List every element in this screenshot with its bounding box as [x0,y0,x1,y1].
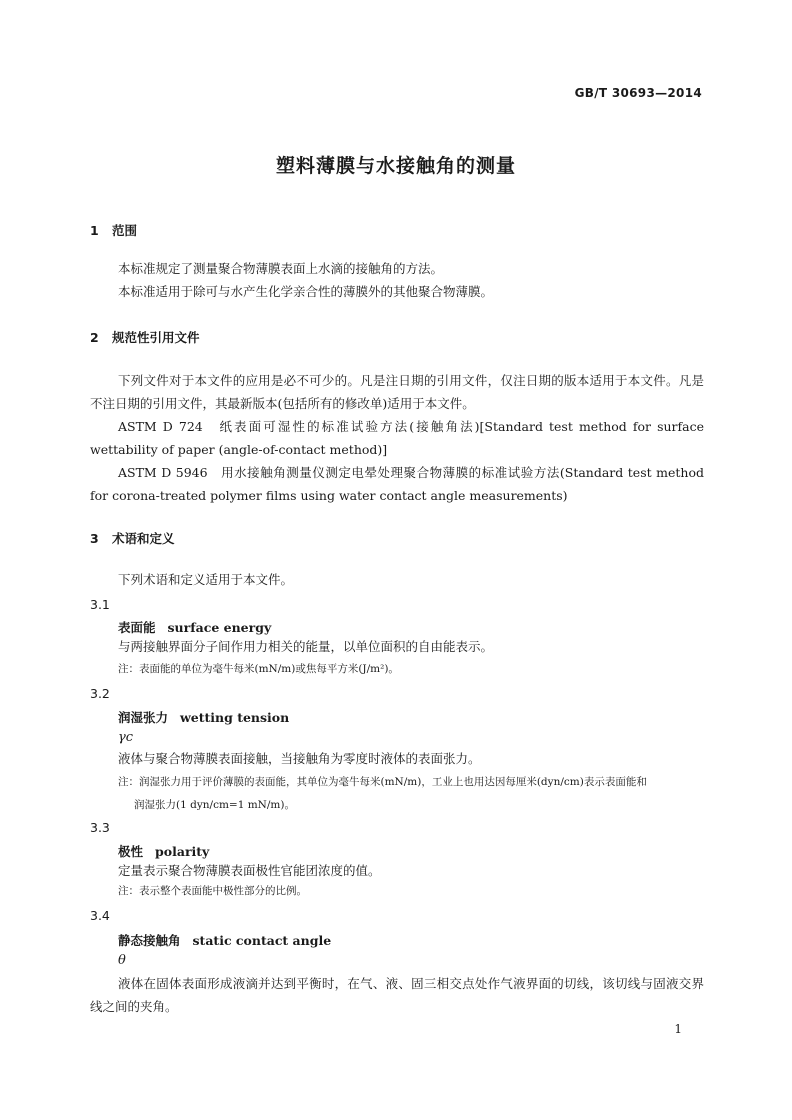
term-number: 3.4 [90,908,110,923]
term-definition: 液体与聚合物薄膜表面接触，当接触角为零度时液体的表面张力。 [118,751,481,766]
term-surface-energy [118,618,271,636]
paragraph: 本标准适用于除可与水产生化学亲合性的薄膜外的其他聚合物薄膜。 [118,284,494,299]
term-zh: 润湿张力 [118,710,169,725]
term-note: 注：表面能的单位为毫牛每米(mN/m)或焦每平方米(J/m²)。 [118,663,399,675]
term-en: static contact angle [192,933,332,948]
term-symbol: γc [118,730,134,745]
section-title: 规范性引用文件 [112,330,200,345]
section-1-heading [90,221,137,239]
paragraph: 下列术语和定义适用于本文件。 [118,572,294,587]
document-title: 塑料薄膜与水接触角的测量 [275,155,516,177]
term-definition: 定量表示聚合物薄膜表面极性官能团浓度的值。 [118,863,381,878]
term-zh: 静态接触角 [118,933,181,948]
term-symbol: θ [118,953,126,968]
term-note-continued: 润湿张力(1 dyn/cm=1 mN/m)。 [134,799,295,811]
reference-astm-d724: ASTM D 724 纸表面可湿性的标准试验方法(接触角法)[Standard test method for surface wettability of paper (angle-of-contact method)] [90,419,704,457]
section-number: 3 [90,531,99,546]
standard-code: GB/T 30693—2014 [574,86,702,100]
paragraph: 下列文件对于本文件的应用是必不可少的。凡是注日期的引用文件，仅注日期的版本适用于本文件。凡是不注日期的引用文件，其最新版本(包括所有的修改单)适用于本文件。 [90,373,704,411]
term-definition: 与两接触界面分子间作用力相关的能量，以单位面积的自由能表示。 [118,639,494,654]
section-number: 2 [90,330,99,345]
term-number: 3.2 [90,686,110,701]
section-title: 术语和定义 [112,531,175,546]
term-note: 注：表示整个表面能中极性部分的比例。 [118,885,307,897]
term-number: 3.1 [90,597,110,612]
term-en: wetting tension [180,710,290,725]
reference-astm-d5946: ASTM D 5946 用水接触角测量仪测定电晕处理聚合物薄膜的标准试验方法(Standard test method for corona-treated polymer films using water contact angle measurements) [90,465,704,503]
term-polarity [118,842,209,860]
page-number: 1 [674,1022,682,1036]
term-wetting-tension [118,708,289,726]
section-3-heading [90,529,175,547]
term-zh: 表面能 [118,620,156,635]
section-2-heading [90,328,200,346]
term-number: 3.3 [90,820,110,835]
term-en: polarity [155,844,210,859]
paragraph: 本标准规定了测量聚合物薄膜表面上水滴的接触角的方法。 [118,261,444,276]
term-note: 注：润湿张力用于评价薄膜的表面能，其单位为毫牛每米(mN/m)，工业上也用达因每厘米(dyn/cm)表示表面能和 [118,776,647,788]
section-title: 范围 [112,223,138,238]
section-number: 1 [90,223,99,238]
term-static-contact-angle [118,931,331,949]
term-definition: 液体在固体表面形成液滴并达到平衡时，在气、液、固三相交点处作气液界面的切线，该切线与固液交界线之间的夹角。 [90,976,704,1014]
term-zh: 极性 [118,844,144,859]
term-en: surface energy [167,620,272,635]
